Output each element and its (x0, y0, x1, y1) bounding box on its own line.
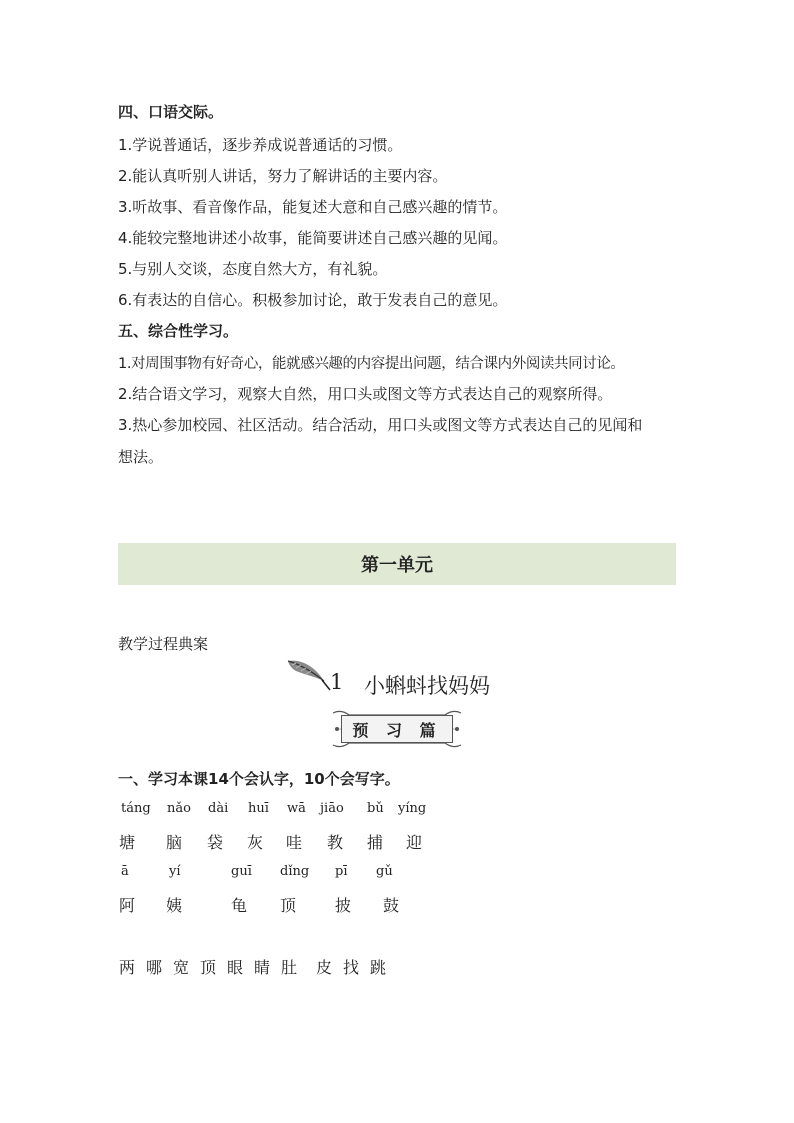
lesson-title: 小蝌蚪找妈妈 (364, 674, 490, 698)
banner-label: 预 习 篇 (352, 720, 442, 740)
write-char-7: 肚 (281, 958, 298, 977)
pinyin-row2-6: gǔ (376, 864, 393, 879)
write-char-10: 跳 (370, 958, 387, 977)
hanzi-row2-2: 姨 (166, 896, 183, 915)
pinyin-row2-5: pī (335, 864, 348, 879)
section5-item-3-cont: 想法。 (118, 448, 164, 466)
write-char-5: 眼 (227, 958, 244, 977)
hanzi-row1-4: 灰 (247, 833, 264, 852)
banner-box (341, 715, 453, 743)
section5-item-1: 1.对周围事物有好奇心，能就感兴趣的内容提出问题，结合课内外阅读共同讨论。 (118, 356, 625, 372)
section4-item-2: 2.能认真听别人讲话，努力了解讲话的主要内容。 (118, 167, 448, 185)
section5-item-2: 2.结合语文学习，观察大自然，用口头或图文等方式表达自己的观察所得。 (118, 385, 613, 403)
pinyin-row1-7: bǔ (367, 801, 384, 816)
section5-heading: 五、综合性学习。 (118, 322, 239, 340)
write-char-6: 睛 (254, 958, 271, 977)
pinyin-row1-3: dài (208, 801, 229, 816)
write-char-1: 两 (119, 958, 136, 977)
section4-item-3: 3.听故事、看音像作品，能复述大意和自己感兴趣的情节。 (118, 198, 508, 216)
section5-item-3: 3.热心参加校园、社区活动。结合活动，用口头或图文等方式表达自己的见闻和 (118, 416, 643, 434)
pinyin-row2-2: yí (169, 864, 181, 879)
hanzi-row1-8: 迎 (406, 833, 423, 852)
preview-banner (331, 709, 463, 749)
lesson-number: 1 (330, 670, 344, 694)
pinyin-row2-4: dǐng (280, 864, 310, 879)
pinyin-row1-2: nǎo (167, 801, 191, 816)
quill-icon (286, 657, 332, 693)
teaching-label: 教学过程典案 (118, 635, 209, 653)
hanzi-row1-6: 教 (327, 833, 344, 852)
hanzi-row1-3: 袋 (207, 833, 224, 852)
pinyin-row1-4: huī (248, 801, 269, 816)
hanzi-row2-4: 顶 (280, 896, 297, 915)
unit-title: 第一单元 (361, 555, 433, 576)
hanzi-row1-5: 哇 (286, 833, 303, 852)
hanzi-row2-6: 鼓 (383, 896, 400, 915)
section4-item-4: 4.能较完整地讲述小故事，能简要讲述自己感兴趣的见闻。 (118, 229, 508, 247)
hanzi-row1-2: 脑 (166, 833, 183, 852)
unit-title-band (118, 543, 676, 585)
write-char-9: 找 (343, 958, 360, 977)
write-char-4: 顶 (200, 958, 217, 977)
hanzi-row1-1: 塘 (119, 833, 136, 852)
pinyin-row1-1: táng (121, 801, 151, 816)
task1-heading: 一、学习本课14个会认字，10个会写字。 (118, 770, 400, 788)
pinyin-row1-5: wā (287, 801, 306, 816)
hanzi-row2-1: 阿 (119, 896, 136, 915)
write-char-3: 宽 (173, 958, 190, 977)
hanzi-row2-3: 龟 (231, 896, 248, 915)
write-char-2: 哪 (146, 958, 163, 977)
section4-heading: 四、口语交际。 (118, 103, 224, 121)
hanzi-row2-5: 披 (335, 896, 352, 915)
hanzi-row1-7: 捕 (367, 833, 384, 852)
section4-item-6: 6.有表达的自信心。积极参加讨论，敢于发表自己的意见。 (118, 291, 508, 309)
section4-item-5: 5.与别人交谈，态度自然大方，有礼貌。 (118, 260, 388, 278)
section4-item-1: 1.学说普通话，逐步养成说普通话的习惯。 (118, 136, 403, 154)
pinyin-row2-3: guī (231, 864, 252, 879)
write-char-8: 皮 (316, 958, 333, 977)
pinyin-row1-8: yíng (398, 801, 427, 816)
pinyin-row1-6: jiāo (320, 801, 344, 816)
pinyin-row2-1: ā (121, 864, 129, 879)
